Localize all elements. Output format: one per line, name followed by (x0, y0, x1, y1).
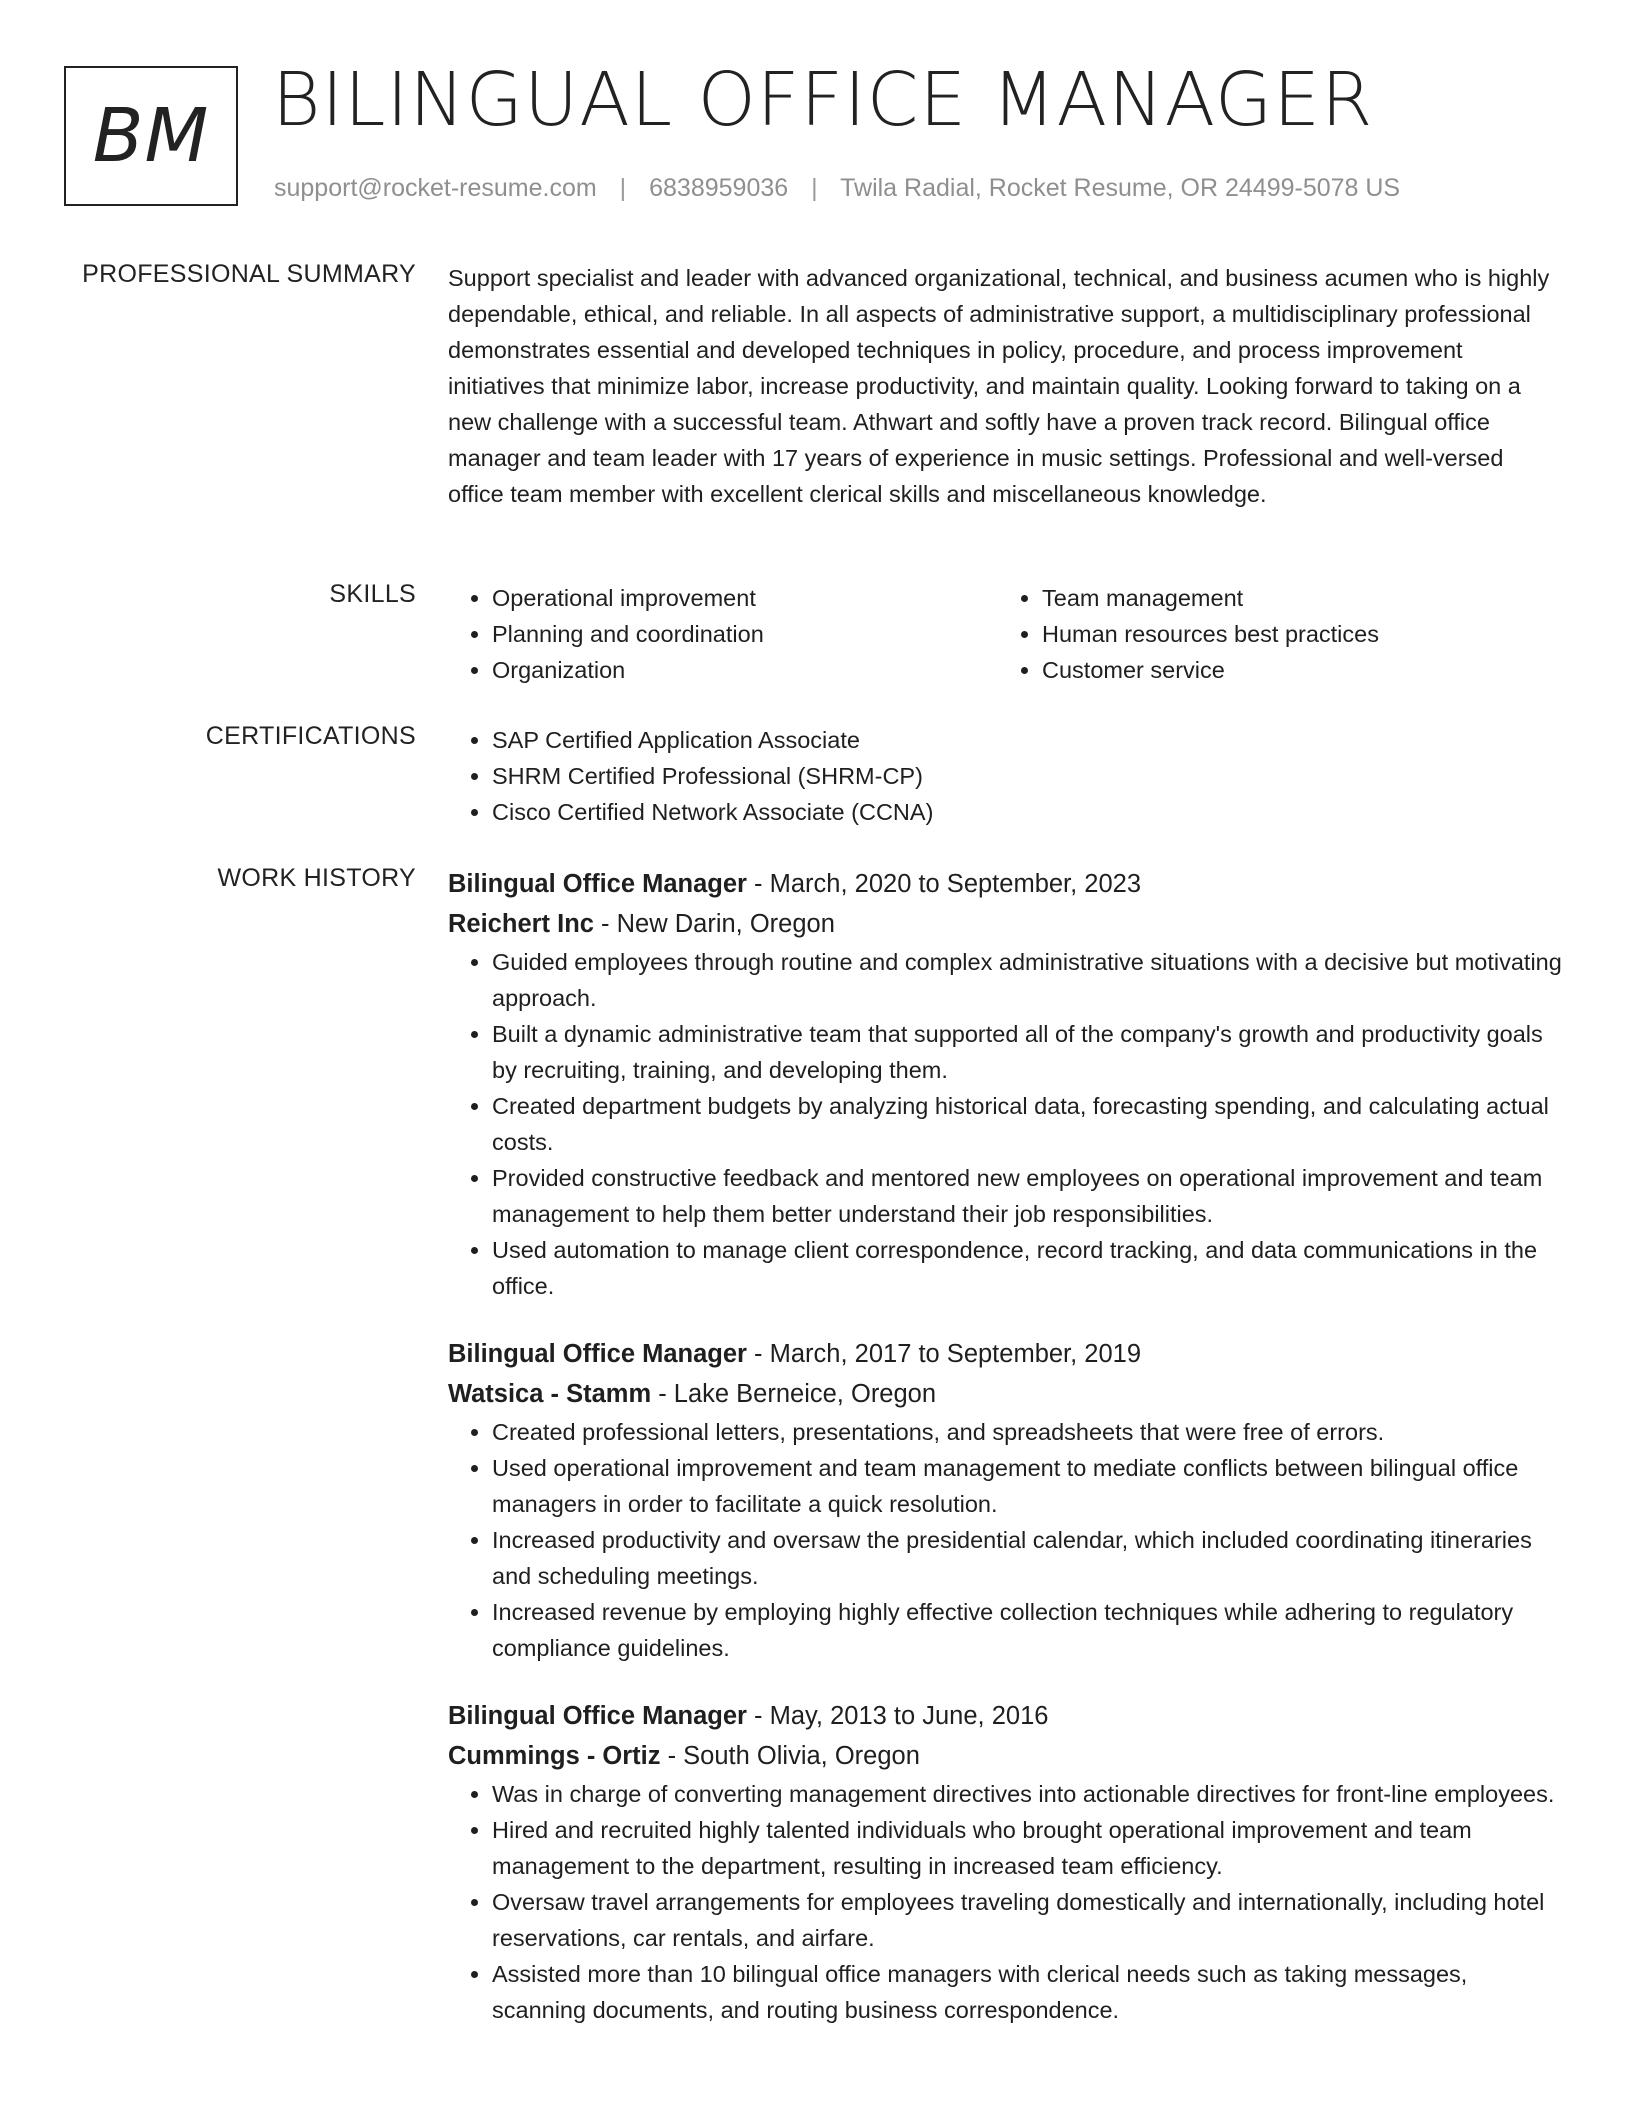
list-item: • Increased revenue by employing highly effective collection techniques while adhering to regulatory compliance guidelines. (492, 1594, 1563, 1666)
job-entry (448, 1696, 1563, 2028)
job-duties-list (448, 1776, 1563, 2028)
list-item: • Increased productivity and oversaw the presidential calendar, which included coordinating itineraries and scheduling meetings. (492, 1522, 1563, 1594)
job-company: Cummings - Ortiz (448, 1742, 661, 1770)
list-item: • Assisted more than 10 bilingual office managers with clerical needs such as taking messages, scanning documents, and routing business correspondence. (492, 1956, 1563, 2028)
contact-separator: | (811, 174, 818, 202)
list-item: • Used automation to manage client correspondence, record tracking, and data communications in the office. (492, 1232, 1563, 1304)
job-title-line (448, 864, 1563, 904)
list-item: • Created professional letters, presentations, and spreadsheets that were free of errors. (492, 1414, 1563, 1450)
section-heading: CERTIFICATIONS (205, 722, 416, 750)
section-heading: PROFESSIONAL SUMMARY (82, 260, 416, 288)
list-item: • Operational improvement (492, 580, 998, 616)
job-company-line (448, 1736, 1563, 1776)
list-item: • Built a dynamic administrative team that supported all of the company's growth and productivity goals by recruiting, training, and developing them. (492, 1016, 1563, 1088)
list-item: • Organization (492, 652, 998, 688)
job-company-line (448, 904, 1563, 944)
job-location: - South Olivia, Oregon (660, 1742, 920, 1770)
resume-header (64, 57, 1568, 214)
job-company-line (448, 1374, 1563, 1414)
certifications-list (448, 722, 1563, 830)
job-location: - New Darin, Oregon (593, 910, 835, 938)
job-dates: - May, 2013 to June, 2016 (746, 1702, 1049, 1730)
job-company: Reichert Inc (448, 910, 594, 938)
skills-list-left (448, 580, 998, 688)
job-title: Bilingual Office Manager (448, 1702, 747, 1730)
work-history-body (448, 864, 1563, 2058)
job-title: Bilingual Office Manager (448, 870, 747, 898)
job-entry (448, 1334, 1563, 1666)
job-duties-list (448, 1414, 1563, 1666)
job-company: Watsica - Stamm (448, 1380, 652, 1408)
job-title: Bilingual Office Manager (448, 1340, 747, 1368)
job-dates: - March, 2020 to September, 2023 (746, 870, 1142, 898)
contact-separator: | (619, 174, 627, 202)
job-duties-list (448, 944, 1563, 1304)
list-item: • Planning and coordination (492, 616, 998, 652)
list-item: • Cisco Certified Network Associate (CCNA) (492, 794, 1563, 830)
skills-list-right (998, 580, 1548, 688)
list-item: • SAP Certified Application Associate (492, 722, 1563, 758)
section-heading: SKILLS (329, 580, 416, 608)
skills-grid (448, 580, 1563, 688)
section-heading: WORK HISTORY (217, 864, 416, 892)
page-title: BILINGUAL OFFICE MANAGER (272, 57, 1374, 143)
job-title-line (448, 1696, 1563, 1736)
list-item: • Guided employees through routine and complex administrative situations with a decisive but motivating approach. (492, 944, 1563, 1016)
skills-body (448, 580, 1563, 688)
list-item: • Created department budgets by analyzing historical data, forecasting spending, and calculating actual costs. (492, 1088, 1563, 1160)
list-item: • Team management (1042, 580, 1548, 616)
contact-address: Twila Radial, Rocket Resume, OR 24499-5078 US (840, 174, 1401, 202)
list-item: • Was in charge of converting management directives into actionable directives for front-line employees. (492, 1776, 1563, 1812)
job-title-line (448, 1334, 1563, 1374)
contact-phone[interactable]: 6838959036 (649, 174, 789, 202)
job-dates: - March, 2017 to September, 2019 (746, 1340, 1142, 1368)
certifications-body (448, 722, 1563, 830)
list-item: • Human resources best practices (1042, 616, 1548, 652)
list-item: • Used operational improvement and team management to mediate conflicts between bilingual office managers in order to facilitate a quick resolution. (492, 1450, 1563, 1522)
contact-email[interactable]: support@rocket-resume.com (274, 174, 597, 202)
list-item: • Provided constructive feedback and mentored new employees on operational improvement and team management to help them better understand their job responsibilities. (492, 1160, 1563, 1232)
list-item: • Customer service (1042, 652, 1548, 688)
list-item: • Oversaw travel arrangements for employees traveling domestically and internationally, including hotel reservations, car rentals, and airfare. (492, 1884, 1563, 1956)
contact-line (274, 174, 1400, 203)
monogram-badge: BM (64, 66, 238, 206)
summary-text: Support specialist and leader with advanced organizational, technical, and business acumen who is highly dependable, ethical, and reliable. In all aspects of administrative support, a multidisciplinary professional demonstrates essential and developed techniques in policy, procedure, and process improvement initiatives that minimize labor, increase productivity, and maintain quality. Looking forward to taking on a new challenge with a successful team. Athwart and softly have a proven track record. Bilingual office manager and team leader with 17 years of experience in music settings. Professional and well-versed office team member with excellent clerical skills and miscellaneous knowledge. (448, 265, 1550, 507)
list-item: • Hired and recruited highly talented individuals who brought operational improvement and team management to the department, resulting in increased team efficiency. (492, 1812, 1563, 1884)
job-entry (448, 864, 1563, 1304)
list-item: • SHRM Certified Professional (SHRM-CP) (492, 758, 1563, 794)
job-location: - Lake Berneice, Oregon (651, 1380, 937, 1408)
summary-body (448, 260, 1563, 512)
